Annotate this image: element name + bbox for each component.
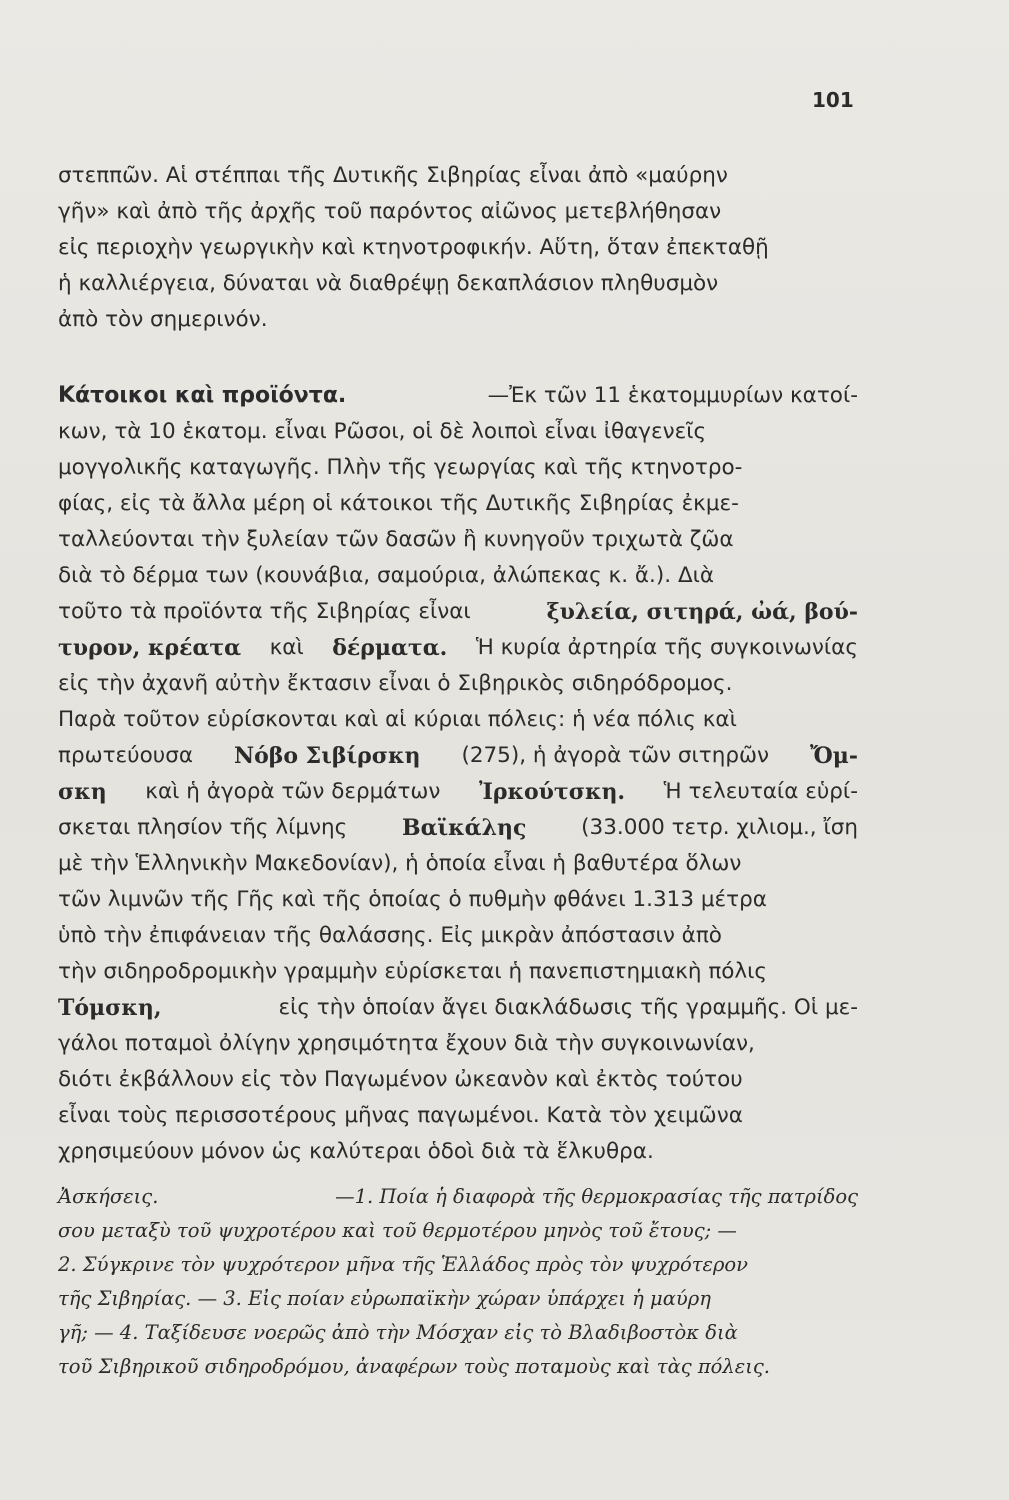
text-span: τοῦτο τὰ προϊόντα τῆς Σιβηρίας εἶναι	[58, 599, 471, 624]
text-line	[58, 990, 858, 1026]
text-line: τοῦ Σιβηρικοῦ σιδηροδρόμου, ἀναφέρων τοὺς ποταμοὺς καὶ τὰς πόλεις.	[58, 1355, 770, 1378]
text-line: κων, τὰ 10 ἑκατομ. εἶναι Ρῶσοι, οἱ δὲ λοιποὶ εἶναι ἰθαγενεῖς	[58, 419, 707, 444]
text-line: διότι ἐκβάλλουν εἰς τὸν Παγωμένον ὠκεανὸν καὶ ἐκτὸς τούτου	[58, 1067, 743, 1092]
text-line: Παρὰ τοῦτον εὑρίσκονται καὶ αἱ κύριαι πόλεις: ἡ νέα πόλις καὶ	[58, 707, 737, 732]
text-span: εἰς τὴν ὁποίαν ἄγει διακλάδωσις τῆς γραμμῆς. Οἱ με-	[278, 995, 858, 1020]
bold-lake: Βαϊκάλης	[402, 815, 527, 841]
bold-products: τυρον, κρέατα	[58, 635, 242, 661]
exercises-label: Ἀσκήσεις.	[58, 1185, 159, 1208]
text-line: 2. Σύγκρινε τὸν ψυχρότερον μῆνα τῆς Ἑλλάδος πρὸς τὸν ψυχρότερον	[58, 1253, 749, 1276]
text-span: σκεται πλησίον τῆς λίμνης	[58, 815, 348, 840]
text-line: φίας, εἰς τὰ ἄλλα μέρη οἱ κάτοικοι τῆς Δυτικῆς Σιβηρίας ἐκμε-	[58, 491, 739, 516]
text-line: εἶναι τοὺς περισσοτέρους μῆνας παγωμένοι. Κατὰ τὸν χειμῶνα	[58, 1103, 743, 1128]
intro-paragraph	[58, 158, 858, 338]
text-line: μὲ τὴν Ἑλληνικὴν Μακεδονίαν), ἡ ὁποία εἶναι ἡ βαθυτέρα ὅλων	[58, 851, 742, 876]
text-line	[58, 594, 858, 630]
text-line: γάλοι ποταμοὶ ὀλίγην χρησιμότητα ἔχουν διὰ τὴν συγκοινωνίαν,	[58, 1031, 755, 1056]
text-span: (33.000 τετρ. χιλιομ., ἴση	[581, 815, 858, 840]
text-span: (275), ἡ ἀγορὰ τῶν σιτηρῶν	[461, 743, 770, 768]
text-line: τῶν λιμνῶν τῆς Γῆς καὶ τῆς ὁποίας ὁ πυθμὴν φθάνει 1.313 μέτρα	[58, 887, 767, 912]
text-line	[58, 630, 858, 666]
text-line: ὑπὸ τὴν ἐπιφάνειαν τῆς θαλάσσης. Εἰς μικρὰν ἀπόστασιν ἀπὸ	[58, 923, 722, 948]
text-span: καὶ ἡ ἀγορὰ τῶν δερμάτων	[145, 779, 441, 804]
section-heading: Κάτοικοι καὶ προϊόντα.	[58, 383, 347, 408]
text-line: τῆς Σιβηρίας. — 3. Εἰς ποίαν εὐρωπαϊκὴν χώραν ὑπάρχει ἡ μαύρη	[58, 1287, 711, 1310]
text-line	[58, 378, 858, 414]
bold-products: ξυλεία, σιτηρά, ὠά, βού-	[546, 599, 858, 625]
inhabitants-paragraph	[58, 378, 858, 1170]
text-span: —1. Ποία ἡ διαφορὰ τῆς θερμοκρασίας τῆς πατρίδος	[335, 1185, 858, 1208]
text-line: γῆ; — 4. Ταξίδευσε νοερῶς ἀπὸ τὴν Μόσχαν εἰς τὸ Βλαδιβοστὸκ διὰ	[58, 1321, 738, 1344]
text-line	[58, 738, 858, 774]
text-line: χρησιμεύουν μόνον ὡς καλύτεραι ὁδοὶ διὰ τὰ ἕλκυθρα.	[58, 1139, 654, 1164]
bold-city: Τόμσκη,	[58, 995, 162, 1021]
text-line: σου μεταξὺ τοῦ ψυχροτέρου καὶ τοῦ θερμοτέρου μηνὸς τοῦ ἔτους; —	[58, 1219, 737, 1242]
text-span: —Ἐκ τῶν 11 ἑκατομμυρίων κατοί-	[487, 383, 858, 408]
text-line: εἰς περιοχὴν γεωργικὴν καὶ κτηνοτροφικήν. Αὕτη, ὅταν ἐπεκταθῇ	[58, 235, 769, 260]
text-line: στεππῶν. Αἱ στέππαι τῆς Δυτικῆς Σιβηρίας εἶναι ἀπὸ «μαύρην	[58, 163, 728, 188]
text-line: εἰς τὴν ἀχανῆ αὐτὴν ἔκτασιν εἶναι ὁ Σιβηρικὸς σιδηρόδρομος.	[58, 671, 733, 696]
text-span: Ἡ κυρία ἀρτηρία τῆς συγκοινωνίας	[475, 635, 858, 660]
text-line	[58, 810, 858, 846]
exercises-section	[58, 1180, 858, 1384]
bold-city: Ὄμ-	[809, 743, 858, 769]
text-line: γῆν» καὶ ἀπὸ τῆς ἀρχῆς τοῦ παρόντος αἰῶνος μετεβλήθησαν	[58, 199, 722, 224]
text-line: μογγολικῆς καταγωγῆς. Πλὴν τῆς γεωργίας καὶ τῆς κτηνοτρο-	[58, 455, 743, 480]
text-span: Ἡ τελευταία εὑρί-	[663, 779, 858, 804]
text-line: ἀπὸ τὸν σημερινόν.	[58, 307, 268, 332]
bold-city: σκη	[58, 779, 107, 805]
text-line	[58, 774, 858, 810]
bold-city: Ἰρκούτσκη.	[479, 779, 626, 805]
text-line	[58, 1180, 858, 1214]
text-span: πρωτεύουσα	[58, 743, 193, 768]
bold-products: δέρματα.	[332, 635, 448, 661]
page-number: 101	[812, 88, 854, 112]
text-line: ἡ καλλιέργεια, δύναται νὰ διαθρέψῃ δεκαπλάσιον πληθυσμὸν	[58, 271, 719, 296]
text-line: διὰ τὸ δέρμα των (κουνάβια, σαμούρια, ἀλώπεκας κ. ἄ.). Διὰ	[58, 563, 715, 588]
text-line: τὴν σιδηροδρομικὴν γραμμὴν εὑρίσκεται ἡ πανεπιστημιακὴ πόλις	[58, 959, 768, 984]
bold-city: Νόβο Σιβίρσκη	[233, 743, 421, 769]
text-line: ταλλεύονται τὴν ξυλείαν τῶν δασῶν ἢ κυνηγοῦν τριχωτὰ ζῶα	[58, 527, 734, 552]
text-span: καὶ	[269, 635, 304, 660]
